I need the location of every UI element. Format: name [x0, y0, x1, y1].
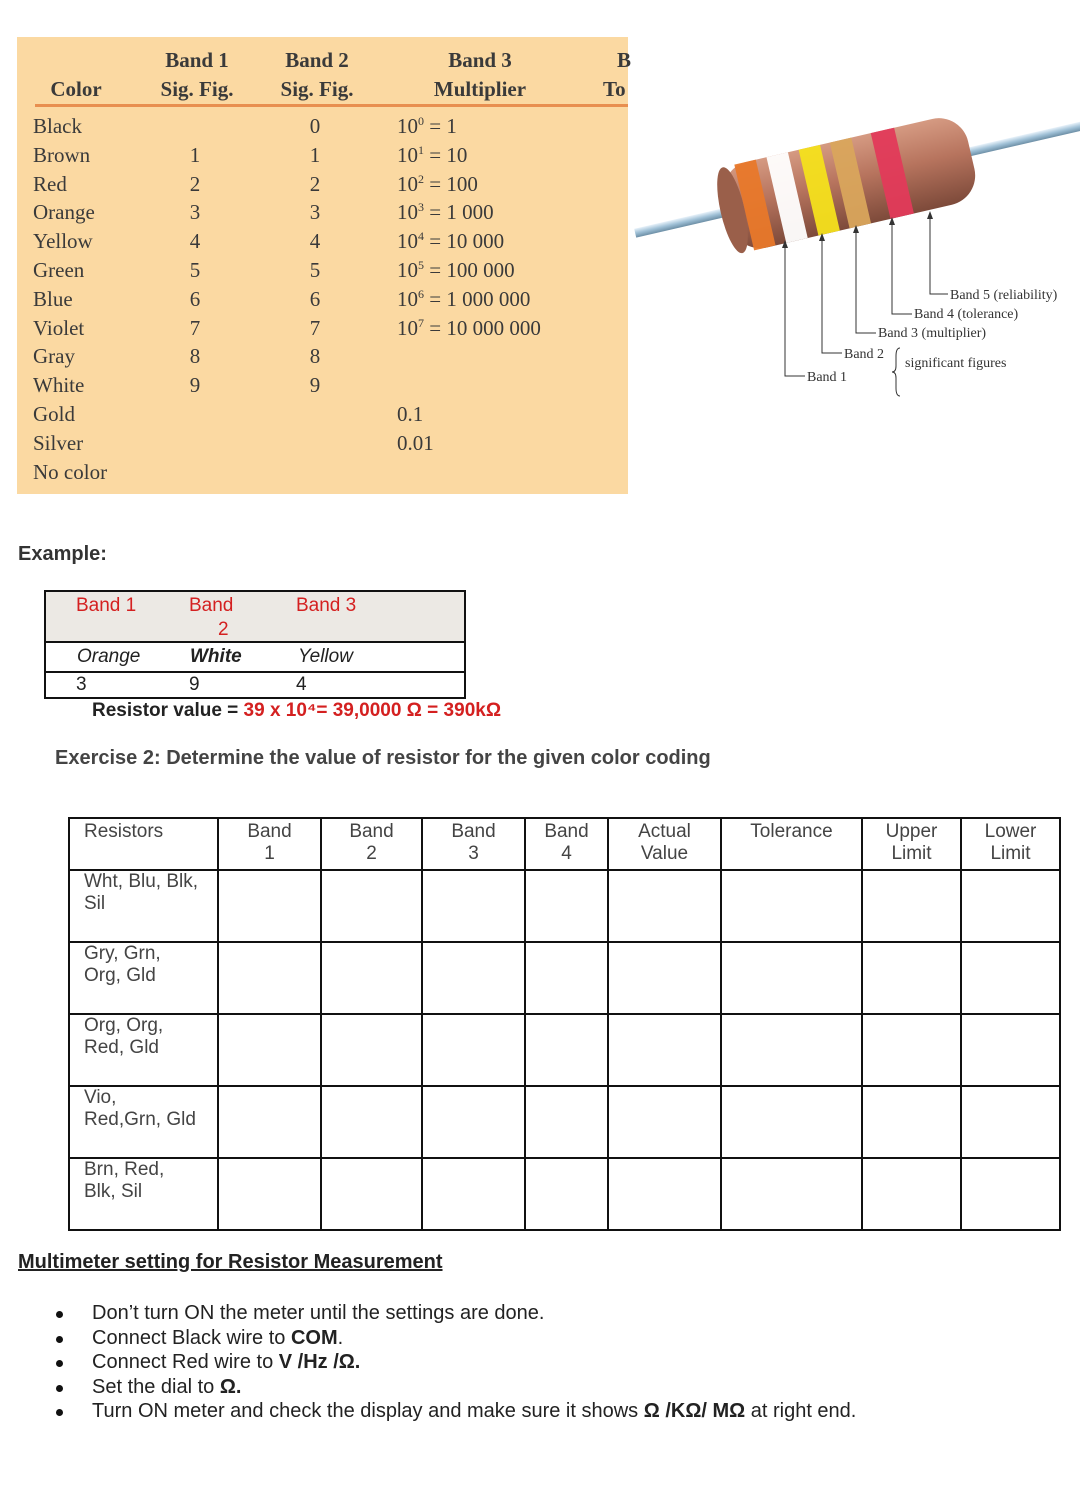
band2-digit: 5: [309, 258, 321, 282]
color-row: [17, 227, 628, 256]
resistor-colors: Gry, Grn, Org, Gld: [69, 942, 218, 1014]
answer-cell[interactable]: [422, 1014, 525, 1086]
grid-header: Upper Limit: [862, 818, 961, 870]
answer-cell[interactable]: [961, 1158, 1060, 1230]
color-name: No color: [33, 459, 108, 484]
multiplier: $10^3 = 1$ 000: [397, 200, 494, 225]
multiplier: $10^5 = 100$ 000: [397, 258, 515, 282]
answer-cell[interactable]: [608, 942, 721, 1014]
example-table: [44, 590, 466, 699]
color-code-table: [17, 37, 632, 494]
band1-digit: 9: [189, 373, 201, 398]
band3-label: Band 3 (multiplier): [878, 326, 987, 341]
color-name: Violet: [33, 315, 85, 340]
resistor-colors: Vio, Red,Grn, Gld: [69, 1086, 218, 1158]
answer-cell[interactable]: [608, 1086, 721, 1158]
grid-row: [69, 1014, 1060, 1086]
answer-cell[interactable]: [218, 942, 321, 1014]
multimeter-step: Turn ON meter and check the display and make sure it shows Ω /KΩ/ MΩ at right end.: [55, 1399, 856, 1424]
header-band3: Band 3 Multiplier: [433, 48, 527, 101]
example-color-band2: White: [190, 646, 242, 667]
color-row: [17, 371, 628, 400]
multiplier: $10^6 = 1$ 000 000: [397, 286, 531, 311]
color-name: Orange: [33, 200, 95, 225]
multiplier: $10^7 = 10$ 000 000: [397, 315, 541, 340]
example-header-band1: Band 1: [76, 595, 137, 616]
multiplier: $10^0 = 1$: [397, 114, 457, 138]
band1-digit: 4: [189, 229, 201, 254]
header-color: Color: [50, 77, 102, 101]
band1-digit: 7: [189, 315, 201, 340]
answer-cell[interactable]: [218, 870, 321, 942]
example-digit-row: [46, 673, 464, 697]
answer-cell[interactable]: [218, 1086, 321, 1158]
answer-cell[interactable]: [608, 1014, 721, 1086]
band1-digit: 8: [189, 344, 201, 369]
exercise-grid: [68, 817, 1061, 1231]
color-name: Gold: [33, 402, 75, 426]
band2-digit: 2: [309, 171, 321, 196]
example-digit-band3: 4: [296, 674, 307, 695]
answer-cell[interactable]: [525, 1086, 608, 1158]
band2-digit: 1: [309, 142, 321, 167]
color-name: Brown: [33, 142, 91, 167]
answer-cell[interactable]: [961, 1086, 1060, 1158]
example-color-band1: Orange: [77, 646, 141, 667]
example-header-band2-num: 2: [218, 619, 229, 640]
color-name: Blue: [33, 286, 73, 311]
color-row: [17, 285, 628, 314]
band4-label: Band 4 (tolerance): [914, 307, 1019, 322]
multimeter-title: Multimeter setting for Resistor Measurement: [18, 1251, 443, 1273]
resistor-value: Resistor value = 39 x 10⁴= 39,0000 Ω = 390kΩ: [92, 700, 502, 721]
answer-cell[interactable]: [218, 1158, 321, 1230]
answer-cell[interactable]: [218, 1014, 321, 1086]
example-header-row: [46, 592, 464, 643]
header-band2: Band 2 Sig. Fig.: [280, 48, 354, 101]
example-color-row: [46, 643, 464, 673]
multiplier: $10^2 = 100$: [397, 171, 478, 196]
multimeter-step: Connect Red wire to V /Hz /Ω.: [55, 1350, 856, 1375]
answer-cell[interactable]: [721, 870, 862, 942]
answer-cell[interactable]: [608, 870, 721, 942]
band1-digit: 5: [189, 258, 201, 282]
answer-cell[interactable]: [525, 1014, 608, 1086]
answer-cell[interactable]: [862, 1158, 961, 1230]
exercise-title: Exercise 2: Determine the value of resistor for the given color coding: [55, 747, 711, 769]
answer-cell[interactable]: [422, 870, 525, 942]
multiplier: 0.1: [397, 402, 424, 426]
color-row: [17, 170, 628, 199]
multimeter-step: Connect Black wire to COM.: [55, 1326, 856, 1351]
color-name: Black: [33, 114, 82, 138]
color-name: White: [33, 373, 85, 398]
answer-cell[interactable]: [422, 1158, 525, 1230]
grid-row: [69, 1086, 1060, 1158]
band1-digit: 6: [189, 286, 201, 311]
grid-header: Tolerance: [721, 818, 862, 870]
resistor-body: [625, 84, 1080, 275]
answer-cell[interactable]: [422, 942, 525, 1014]
answer-cell[interactable]: [525, 1158, 608, 1230]
answer-cell[interactable]: [525, 870, 608, 942]
band5-label: Band 5 (reliability): [950, 288, 1058, 303]
multimeter-steps: [55, 1301, 856, 1424]
multiplier: $10^1 = 10$: [397, 142, 468, 167]
answer-cell[interactable]: [321, 870, 422, 942]
multimeter-step: Don’t turn ON the meter until the settings are done.: [55, 1301, 856, 1326]
header-band1: Band 1 Sig. Fig.: [160, 48, 234, 101]
grid-row: [69, 1158, 1060, 1230]
answer-cell[interactable]: [608, 1158, 721, 1230]
answer-cell[interactable]: [961, 870, 1060, 942]
multiplier: 0.01: [397, 430, 434, 455]
color-name: Yellow: [33, 229, 93, 254]
color-row: [17, 400, 628, 429]
band2-digit: 0: [309, 114, 321, 138]
band2-digit: 6: [309, 286, 321, 311]
multimeter-step: Set the dial to Ω.: [55, 1375, 856, 1400]
band1-digit: 3: [189, 200, 201, 225]
answer-cell[interactable]: [961, 942, 1060, 1014]
grid-header: Actual Value: [608, 818, 721, 870]
color-row: [17, 342, 628, 371]
lead-right: [955, 119, 1080, 159]
color-row: [17, 198, 628, 227]
example-header-band3: Band 3: [296, 595, 357, 616]
grid-header: Band 1: [218, 818, 321, 870]
color-row: [17, 112, 628, 141]
resistor-colors: Brn, Red, Blk, Sil: [69, 1158, 218, 1230]
answer-cell[interactable]: [321, 1014, 422, 1086]
answer-cell[interactable]: [721, 1086, 862, 1158]
answer-cell[interactable]: [862, 1014, 961, 1086]
grid-header: Band 2: [321, 818, 422, 870]
answer-cell[interactable]: [961, 1014, 1060, 1086]
grid-row: [69, 942, 1060, 1014]
grid-header: Band 3: [422, 818, 525, 870]
answer-cell[interactable]: [862, 942, 961, 1014]
answer-cell[interactable]: [862, 1086, 961, 1158]
example-label: Example:: [18, 543, 107, 565]
header-rule: [35, 104, 628, 107]
resistor-colors: Wht, Blu, Blk, Sil: [69, 870, 218, 942]
sig-figures-label: significant figures: [905, 356, 1007, 371]
answer-cell[interactable]: [422, 1086, 525, 1158]
band2-digit: 3: [309, 200, 321, 225]
band1-label: Band 1: [807, 370, 848, 385]
color-row: [17, 458, 628, 487]
band2-digit: 4: [309, 229, 321, 254]
color-name: Gray: [33, 344, 75, 369]
band2-digit: 8: [309, 344, 321, 369]
example-digit-band2: 9: [189, 674, 200, 695]
color-row: [17, 256, 628, 285]
answer-cell[interactable]: [321, 1086, 422, 1158]
color-name: Silver: [33, 430, 84, 455]
band2-digit: 7: [309, 315, 321, 340]
example-digit-band1: 3: [76, 674, 87, 695]
answer-cell[interactable]: [721, 1158, 862, 1230]
band2-label: Band 2: [844, 347, 885, 362]
grid-header: Band 4: [525, 818, 608, 870]
answer-cell[interactable]: [721, 942, 862, 1014]
color-name: Red: [33, 171, 67, 196]
header-band4-cut: B To: [603, 48, 632, 101]
answer-cell[interactable]: [321, 942, 422, 1014]
multiplier: $10^4 = 10$ 000: [397, 229, 505, 254]
color-row: [17, 314, 628, 343]
example-header-band2: Band: [189, 595, 234, 616]
answer-cell[interactable]: [525, 942, 608, 1014]
color-row: [17, 141, 628, 170]
grid-header: Resistors: [69, 818, 218, 870]
example-color-band3: Yellow: [298, 646, 353, 667]
resistor-diagram: [630, 90, 1080, 400]
band2-digit: 9: [309, 373, 321, 398]
band1-digit: 2: [189, 171, 201, 196]
resistor-colors: Org, Org, Red, Gld: [69, 1014, 218, 1086]
color-row: [17, 429, 628, 458]
answer-cell[interactable]: [721, 1014, 862, 1086]
color-name: Green: [33, 258, 85, 282]
answer-cell[interactable]: [862, 870, 961, 942]
band1-digit: 1: [189, 142, 201, 167]
grid-row: [69, 870, 1060, 942]
answer-cell[interactable]: [321, 1158, 422, 1230]
grid-header: Lower Limit: [961, 818, 1060, 870]
